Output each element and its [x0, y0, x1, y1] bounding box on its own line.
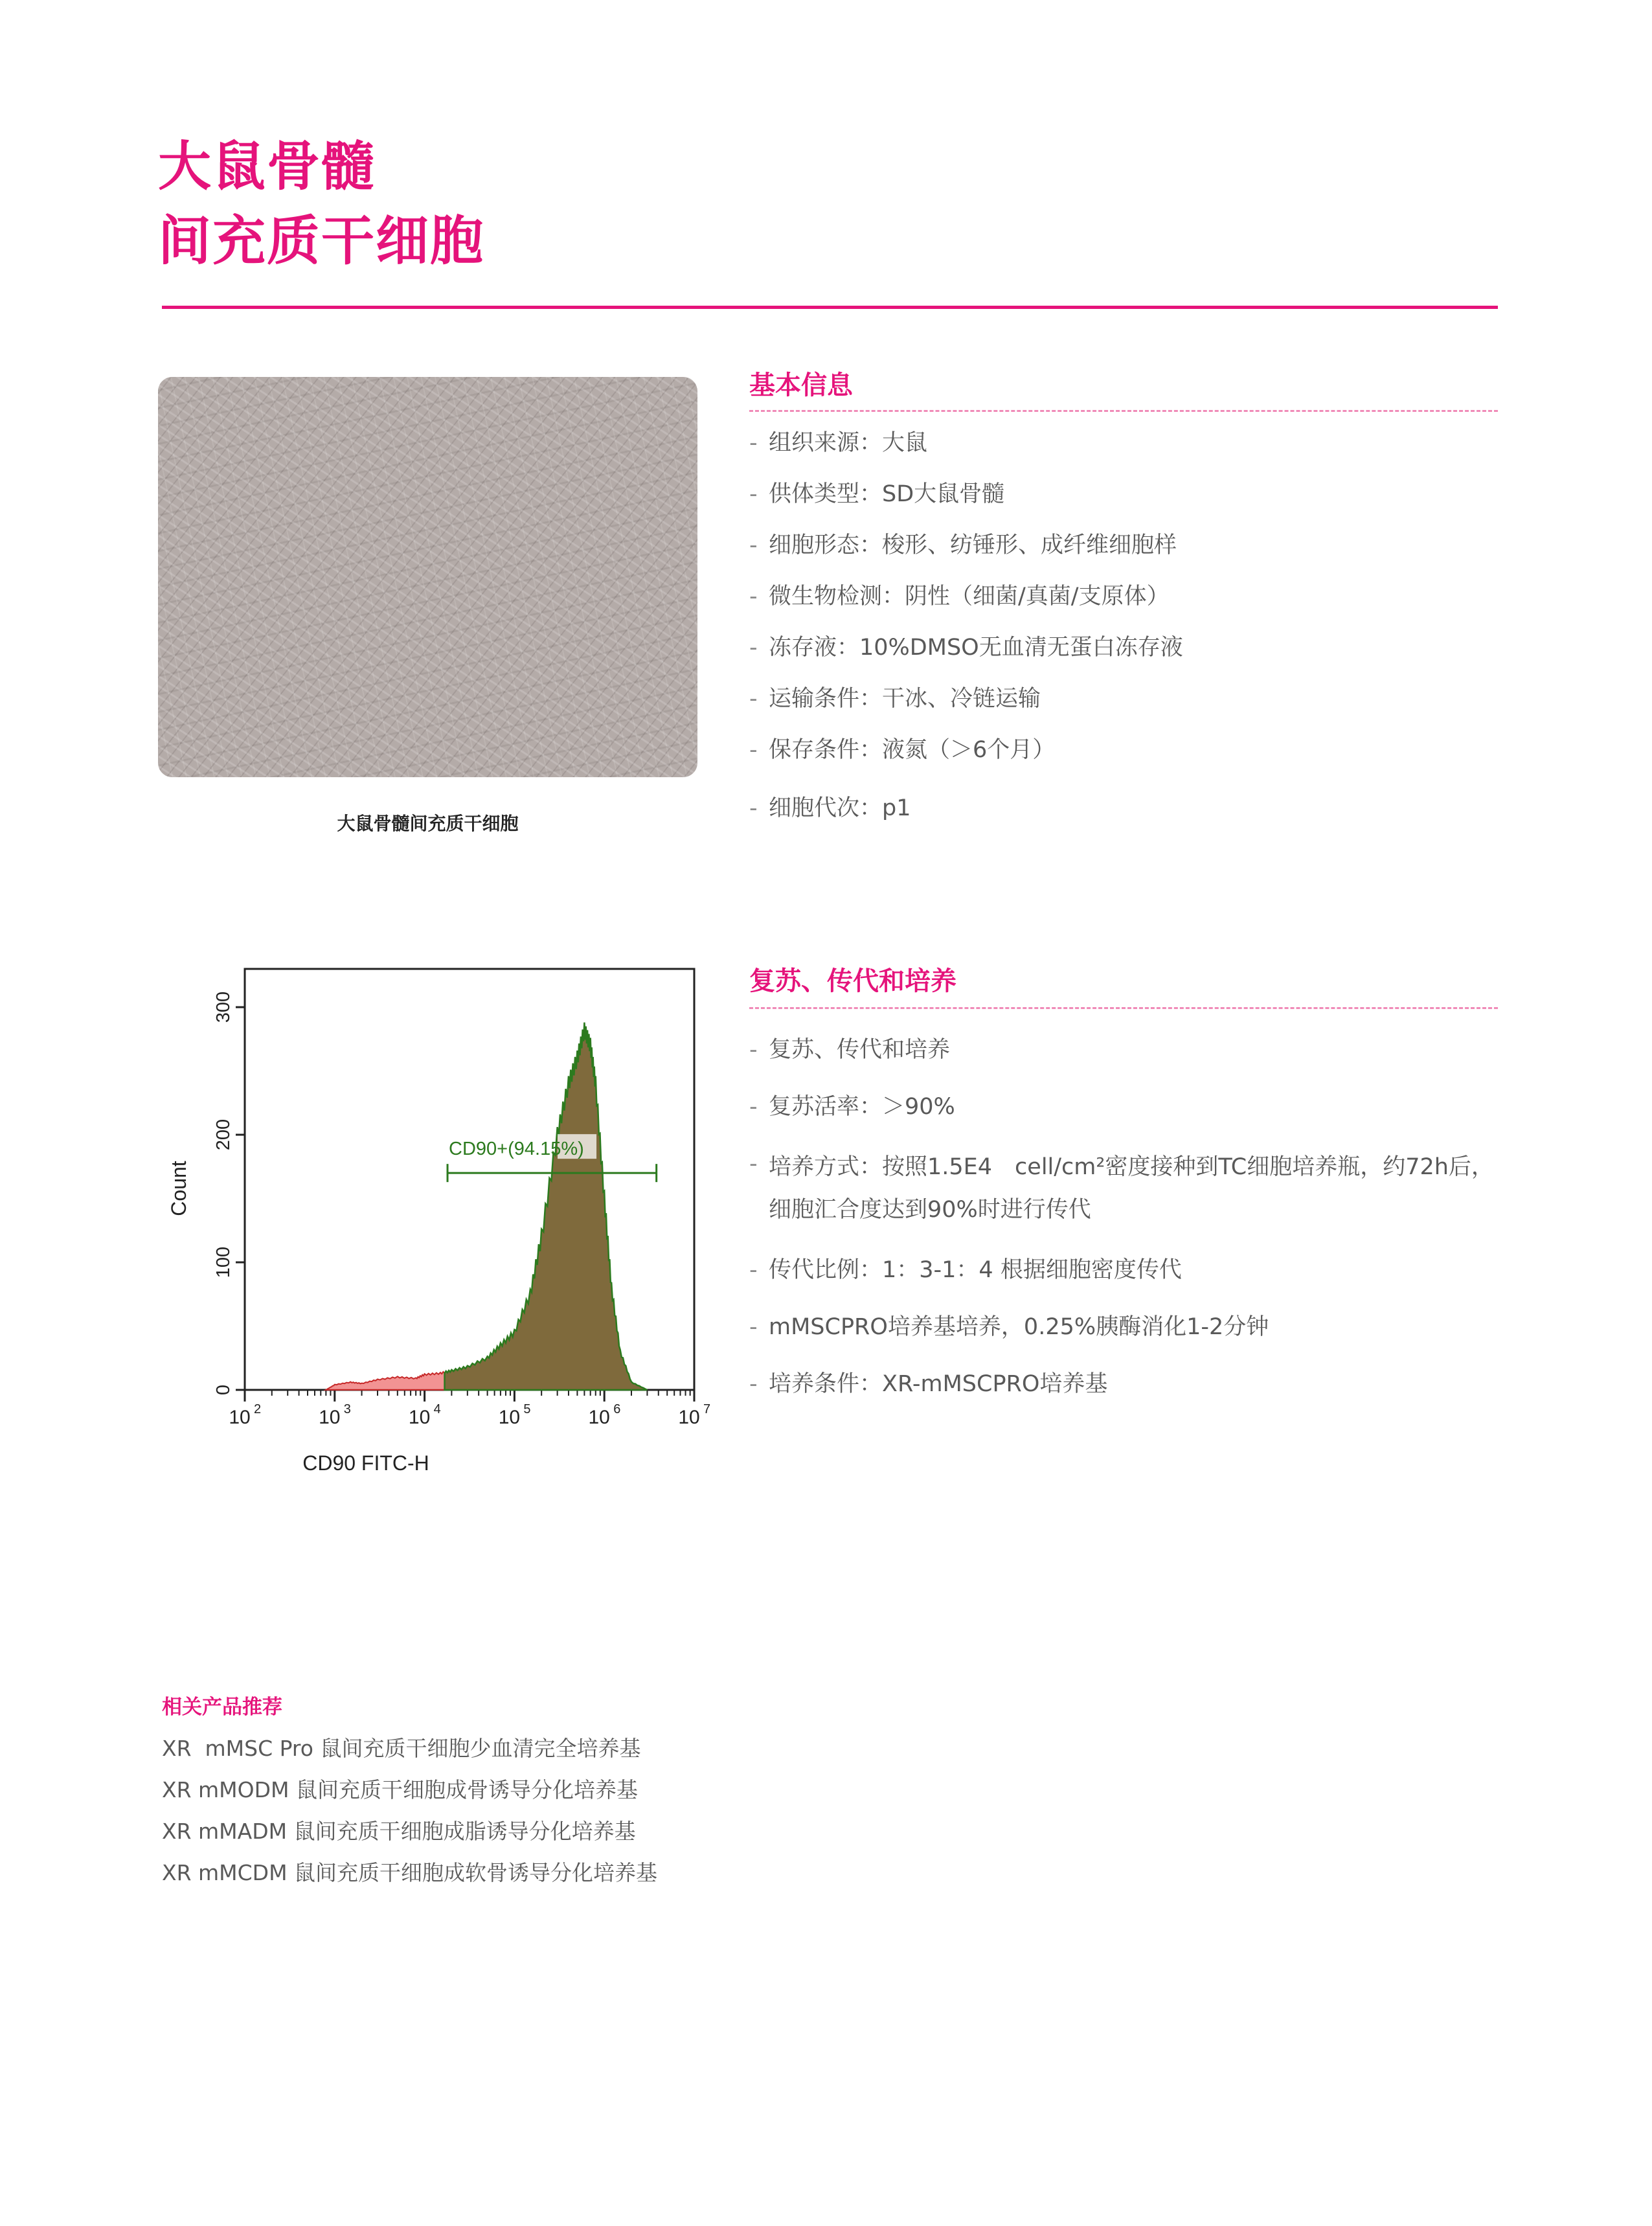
x-tick-label: 10	[678, 1407, 700, 1428]
x-tick-label: 10	[588, 1407, 610, 1428]
negative-population-area	[326, 1371, 447, 1390]
list-item: - 供体类型：SD大鼠骨髓	[749, 481, 1005, 507]
gate-label: CD90+(94.15%)	[449, 1139, 584, 1160]
list-item: - 复苏活率：＞90%	[749, 1094, 955, 1120]
plot-frame	[245, 969, 694, 1390]
cd90-flow-histogram	[155, 933, 725, 1503]
y-tick-label: 200	[213, 1119, 234, 1151]
x-ticks	[229, 1390, 710, 1428]
y-tick-label: 100	[213, 1246, 234, 1278]
list-item: - 冻存液：10%DMSO无血清无蛋白冻存液	[749, 635, 1183, 661]
list-item: - 细胞代次：p1	[749, 795, 911, 821]
x-tick-exponent: 5	[523, 1402, 531, 1416]
related-products-list	[162, 1728, 657, 1894]
list-item: - 复苏、传代和培养	[749, 1037, 951, 1063]
list-item: - 微生物检测：阴性（细菌/真菌/支原体）	[749, 584, 1170, 609]
x-tick-exponent: 4	[433, 1402, 441, 1416]
culture-list	[749, 1032, 1500, 1402]
y-axis-label: Count	[167, 1161, 190, 1216]
page-title	[158, 130, 484, 278]
related-product-item: XR mMODM 鼠间充质干细胞成骨诱导分化培养基	[162, 1777, 638, 1802]
list-item: - 组织来源：大鼠	[749, 430, 928, 456]
x-tick-label: 10	[498, 1407, 521, 1428]
x-tick-exponent: 7	[703, 1402, 711, 1416]
list-item: - mMSCPRO培养基培养，0.25%胰酶消化1-2分钟	[749, 1314, 1269, 1340]
related-product-item: XR mMSC Pro 鼠间充质干细胞少血清完全培养基	[162, 1736, 641, 1761]
x-axis-label: CD90 FITC-H	[302, 1451, 429, 1475]
x-tick-label: 10	[408, 1407, 431, 1428]
list-item: - 培养条件：XR-mMSCPRO培养基	[749, 1371, 1108, 1397]
cell-micrograph	[158, 377, 697, 777]
y-ticks	[213, 992, 245, 1395]
basic-info-heading: 基本信息	[749, 370, 853, 400]
list-item: - 培养方式：按照1.5E4 cell/cm²密度接种到TC细胞培养瓶，约72h后，细胞汇合度达到90%时进行传代	[749, 1151, 1494, 1223]
title-divider	[162, 306, 1498, 309]
micrograph-caption: 大鼠骨髓间充质干细胞	[337, 813, 519, 834]
y-tick-label: 300	[213, 991, 234, 1023]
list-item: - 运输条件：干冰、冷链运输	[749, 686, 1041, 712]
basic-info-divider	[749, 410, 1498, 412]
x-tick-exponent: 6	[613, 1402, 621, 1416]
related-product-item: XR mMADM 鼠间充质干细胞成脂诱导分化培养基	[162, 1819, 636, 1844]
x-tick-exponent: 2	[254, 1402, 262, 1416]
positive-population-area	[445, 1023, 648, 1390]
x-tick-label: 10	[319, 1407, 341, 1428]
page-title-line2: 间充质干细胞	[158, 210, 485, 272]
y-tick-label: 0	[213, 1384, 234, 1396]
culture-heading: 复苏、传代和培养	[749, 966, 956, 996]
list-item: - 保存条件：液氮（＞6个月）	[749, 737, 1056, 763]
culture-divider	[749, 1007, 1498, 1009]
x-tick-label: 10	[229, 1407, 251, 1428]
list-item: - 细胞形态：梭形、纺锤形、成纤维细胞样	[749, 532, 1177, 558]
related-product-item: XR mMCDM 鼠间充质干细胞成软骨诱导分化培养基	[162, 1860, 658, 1885]
related-products-heading: 相关产品推荐	[162, 1696, 282, 1719]
page-title-line1: 大鼠骨髓	[158, 136, 376, 198]
basic-info-list	[749, 425, 1500, 826]
list-item: - 传代比例：1：3-1：4 根据细胞密度传代	[749, 1257, 1182, 1283]
x-tick-exponent: 3	[343, 1402, 351, 1416]
